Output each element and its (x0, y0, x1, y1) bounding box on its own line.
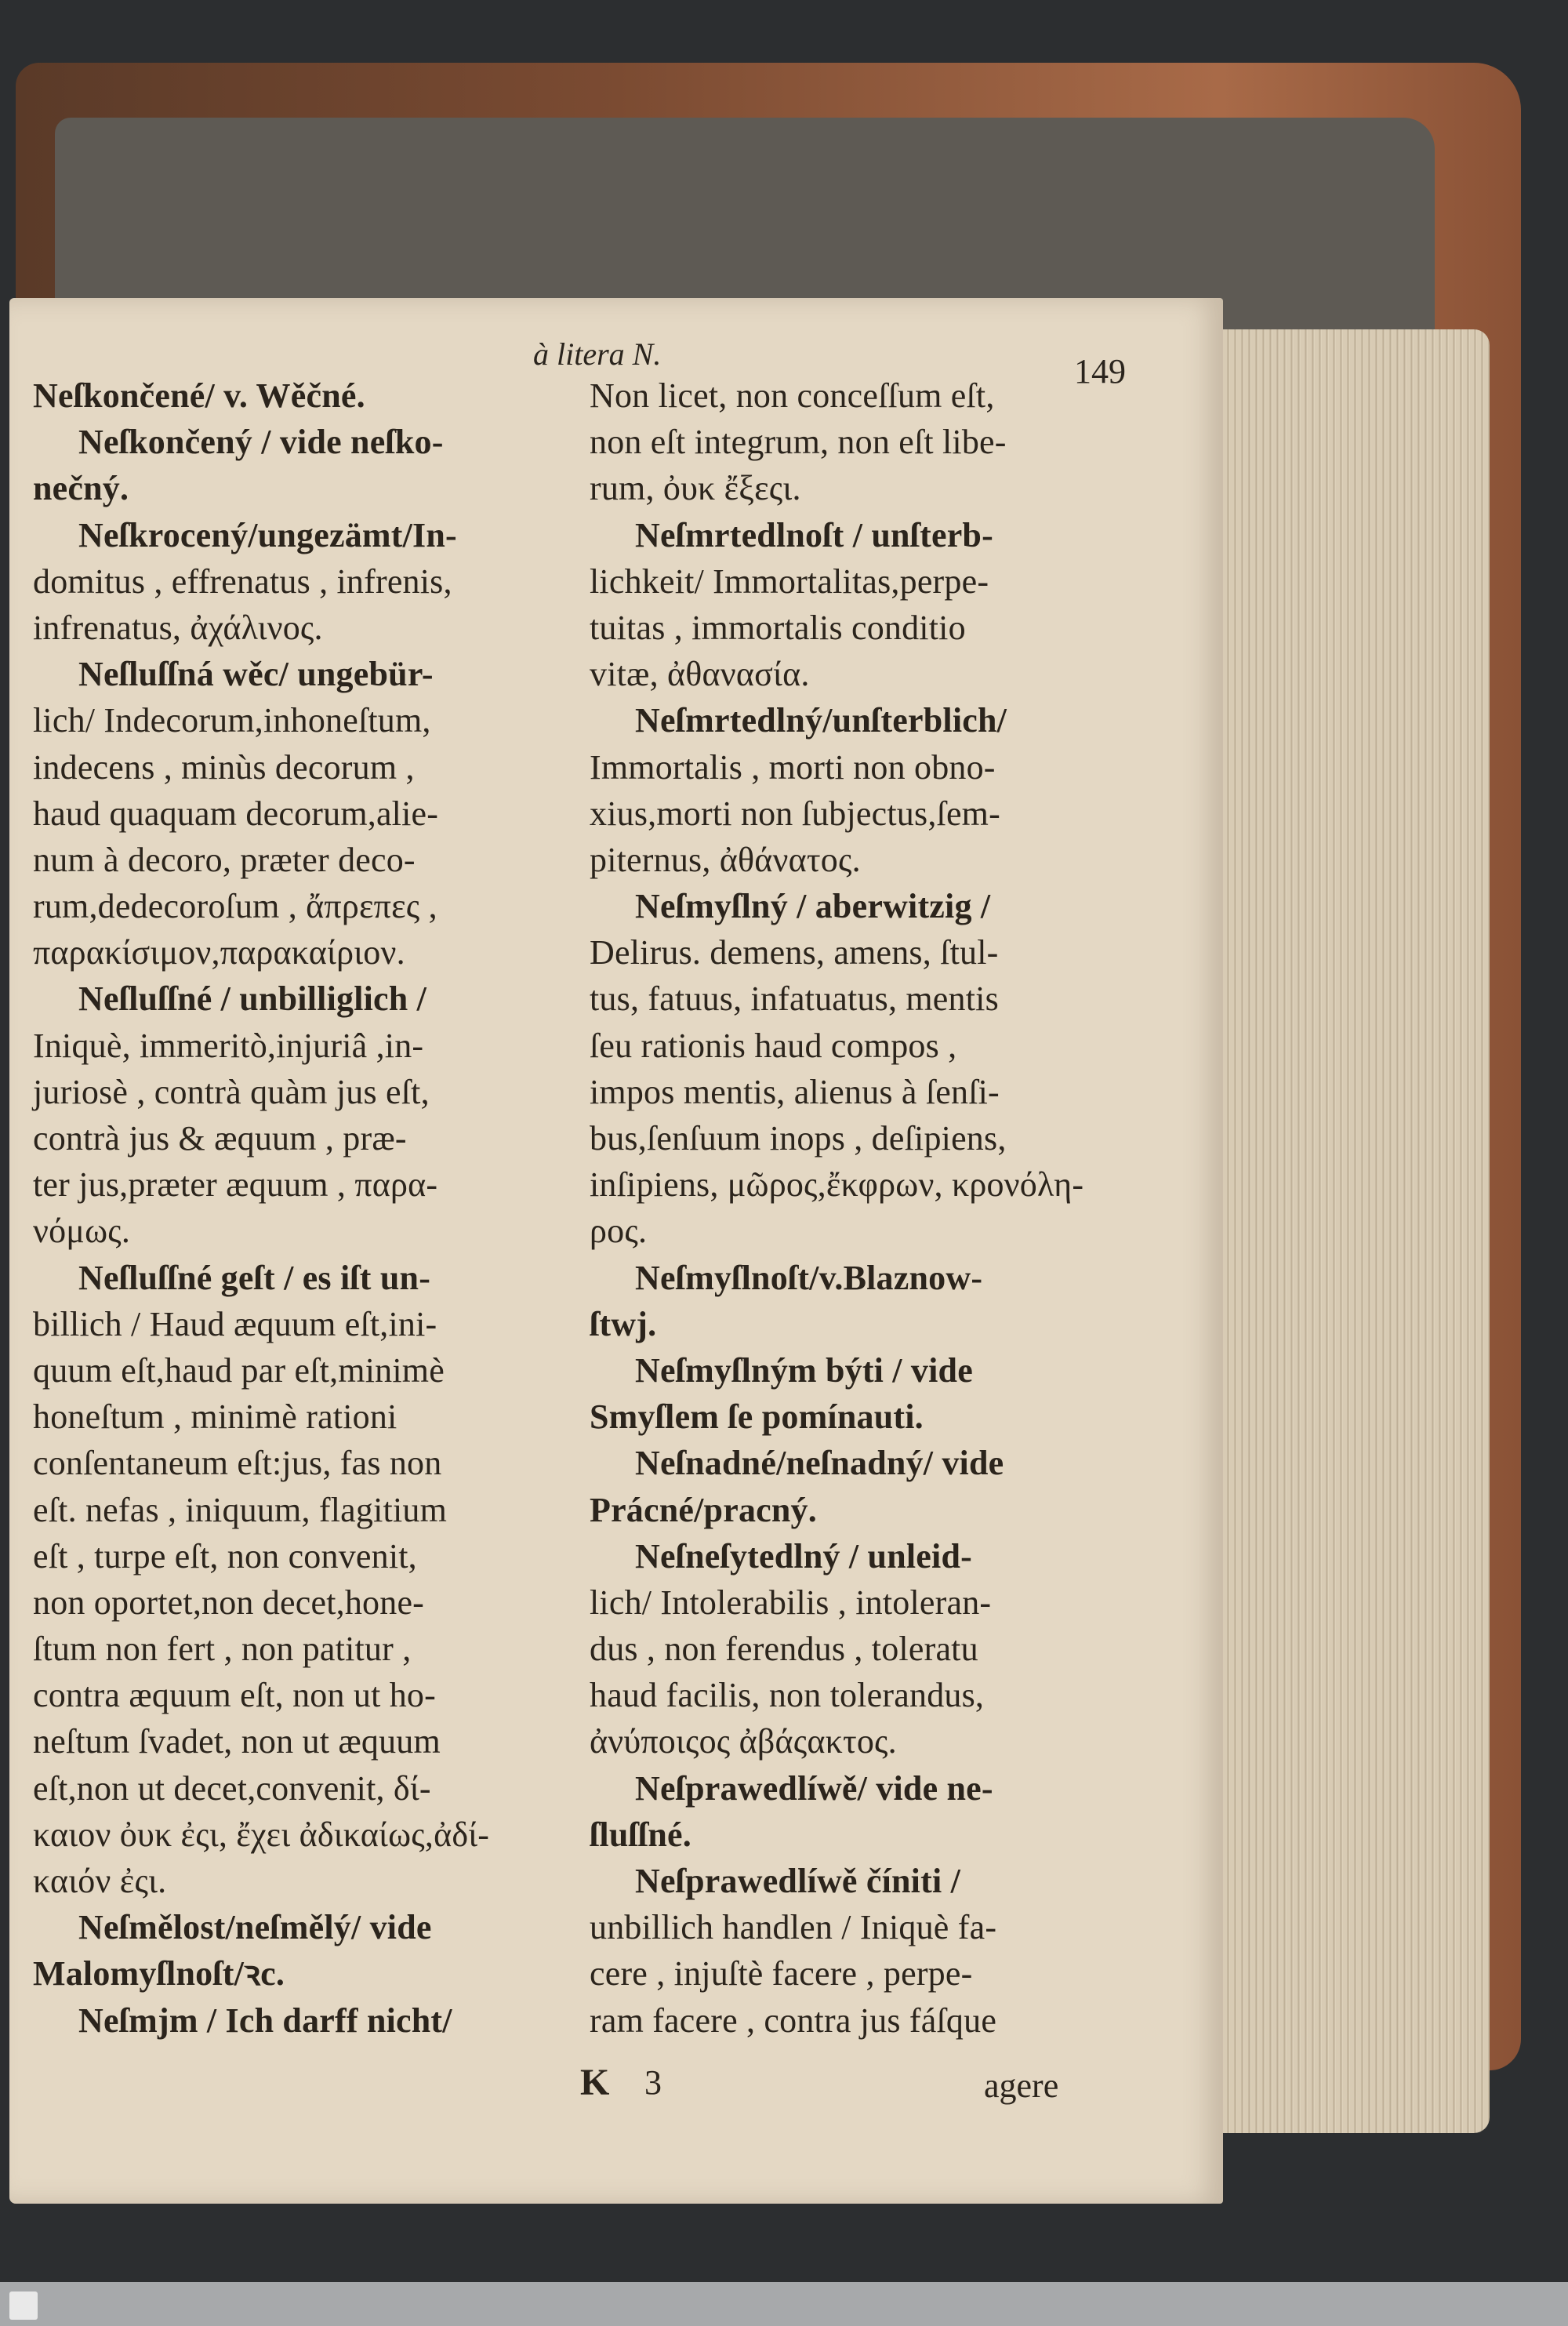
text-line: non oportet,non decet,hone- (33, 1583, 425, 1622)
text-line: ram facere , contra jus fáſque (590, 2001, 997, 2040)
text-line: tuitas , immortalis conditio (590, 608, 966, 647)
text-line: haud quaquam decorum,alie- (33, 794, 439, 833)
text-line: nečný. (33, 469, 129, 508)
signature-number: 3 (644, 2063, 662, 2102)
text-line: inſipiens, μῶρος,ἔκφρων, κρονόλη- (590, 1165, 1084, 1205)
left-column (33, 373, 582, 2044)
text-line: Neſprawedlíwě číniti / (635, 1862, 961, 1900)
text-line: νόμως. (33, 1212, 131, 1251)
text-line: Immortalis , morti non obno- (590, 747, 996, 787)
text-line: ſtum non fert , non patitur , (33, 1630, 412, 1669)
text-line: Neſnadné/neſnadný/ vide (635, 1444, 1004, 1483)
text-line: honeſtum , minimè rationi (33, 1397, 397, 1437)
library-logo-icon (9, 2291, 38, 2320)
text-line: Iniquè, immeritò,injuriâ ,in- (33, 1026, 424, 1065)
text-line: rum,dedecoroſum , ἄπρεπες , (33, 887, 437, 926)
page-edges (1223, 329, 1490, 2133)
text-line: haud facilis, non tolerandus, (590, 1676, 985, 1715)
signature-mark: K (580, 2062, 610, 2103)
text-line: eſt,non ut decet,convenit, δί- (33, 1768, 431, 1808)
text-line: conſentaneum eſt:jus, fas non (33, 1444, 442, 1483)
text-line: Smyſlem ſe pomínauti. (590, 1397, 924, 1437)
catchword: agere (984, 2066, 1059, 2105)
text-line: eſt. nefas , iniquum, flagitium (33, 1490, 447, 1529)
text-line: contra æquum eſt, non ut ho- (33, 1676, 436, 1715)
text-line: rum, ὀυκ ἔξεςι. (590, 469, 801, 508)
text-line: Neſmělost/neſmělý/ vide (78, 1908, 432, 1947)
text-line: Neſmrtedlný/unſterblich/ (635, 701, 1007, 740)
text-line: παρακίσιμον,παρακαίριον. (33, 933, 405, 972)
text-line: Neſmjm / Ich darff nicht/ (78, 2001, 452, 2040)
text-line: juriosè , contrà quàm jus eſt, (33, 1072, 430, 1111)
text-line: piternus, ἀθάνατος. (590, 840, 861, 879)
running-head: à litera N. (533, 336, 662, 372)
text-line: ἀνύποιςος ἀβάςακτος. (590, 1722, 897, 1761)
text-line: ρος. (590, 1212, 648, 1251)
text-line: impos mentis, alienus à ſenſi- (590, 1072, 1000, 1111)
text-line: Neſmyſlnoſt/v.Blaznow- (635, 1258, 983, 1297)
text-line: eſt , turpe eſt, non convenit, (33, 1536, 417, 1576)
text-line: Neſluſſné / unbilliglich / (78, 979, 427, 1019)
text-line: Neſmyſlný / aberwitzig / (635, 887, 991, 926)
text-line: non eſt integrum, non eſt libe- (590, 423, 1007, 462)
text-line: Neſmrtedlnoſt / unſterb- (635, 515, 993, 554)
text-line: infrenatus, ἀχάλινος. (33, 608, 323, 647)
text-line: Neſprawedlíwě/ vide ne- (635, 1768, 993, 1808)
text-line: unbillich handlen / Iniquè fa- (590, 1908, 997, 1947)
text-line: καιον ὀυκ ἐςι, ἔχει ἀδικαίως,ἀδί- (33, 1815, 490, 1854)
text-line: indecens , minùs decorum , (33, 747, 415, 787)
text-line: neſtum ſvadet, non ut æquum (33, 1722, 441, 1761)
text-line: lich/ Indecorum,inhoneſtum, (33, 701, 431, 740)
text-line: vitæ, ἀθανασία. (590, 655, 810, 694)
text-line: Malomyſlnoſt/ꝛc. (33, 1954, 285, 1993)
right-column (590, 373, 1146, 2044)
text-line: ſeu rationis haud compos , (590, 1026, 957, 1065)
text-line: Neſkončený / vide neſko- (78, 423, 444, 462)
text-line: domitus , effrenatus , infrenis, (33, 562, 452, 601)
text-line: ſluſſné. (590, 1815, 691, 1854)
text-line: bus,ſenſuum inops , deſipiens, (590, 1119, 1007, 1158)
text-line: contrà jus & æquum , præ- (33, 1119, 407, 1158)
text-line: Neſmyſlným býti / vide (635, 1350, 973, 1390)
text-line: tus, fatuus, infatuatus, mentis (590, 979, 999, 1019)
text-line: billich / Haud æquum eſt,ini- (33, 1304, 437, 1343)
text-line: ſtwj. (590, 1304, 657, 1343)
text-line: dus , non ferendus , toleratu (590, 1630, 978, 1669)
text-line: cere , injuſtè facere , perpe- (590, 1954, 973, 1993)
text-line: ter jus,præter æquum , παρα- (33, 1165, 438, 1205)
text-line: Neſkončené/ v. Wěčné. (33, 376, 365, 415)
text-line: Neſluſſné geſt / es iſt un- (78, 1258, 431, 1297)
text-line: xius,morti non ſubjectus,ſem- (590, 794, 1000, 833)
text-line: Neſkrocený/ungezämt/In- (78, 515, 457, 554)
text-line: Non licet, non conceſſum eſt, (590, 376, 995, 415)
text-line: lichkeit/ Immortalitas,perpe- (590, 562, 989, 601)
text-line: καιόν ἐςι. (33, 1862, 167, 1900)
page-number: 149 (1074, 352, 1126, 391)
text-line: Delirus. demens, amens, ſtul- (590, 933, 999, 972)
text-line: Neſluſſná wěc/ ungebür- (78, 655, 434, 694)
viewer-bottom-bar (0, 2282, 1568, 2326)
text-line: num à decoro, præter deco- (33, 840, 416, 879)
text-line: Neſneſytedlný / unleid- (635, 1536, 972, 1576)
text-line: quum eſt,haud par eſt,minimè (33, 1350, 445, 1390)
text-line: Prácné/pracný. (590, 1490, 817, 1529)
text-line: lich/ Intolerabilis , intoleran- (590, 1583, 992, 1622)
